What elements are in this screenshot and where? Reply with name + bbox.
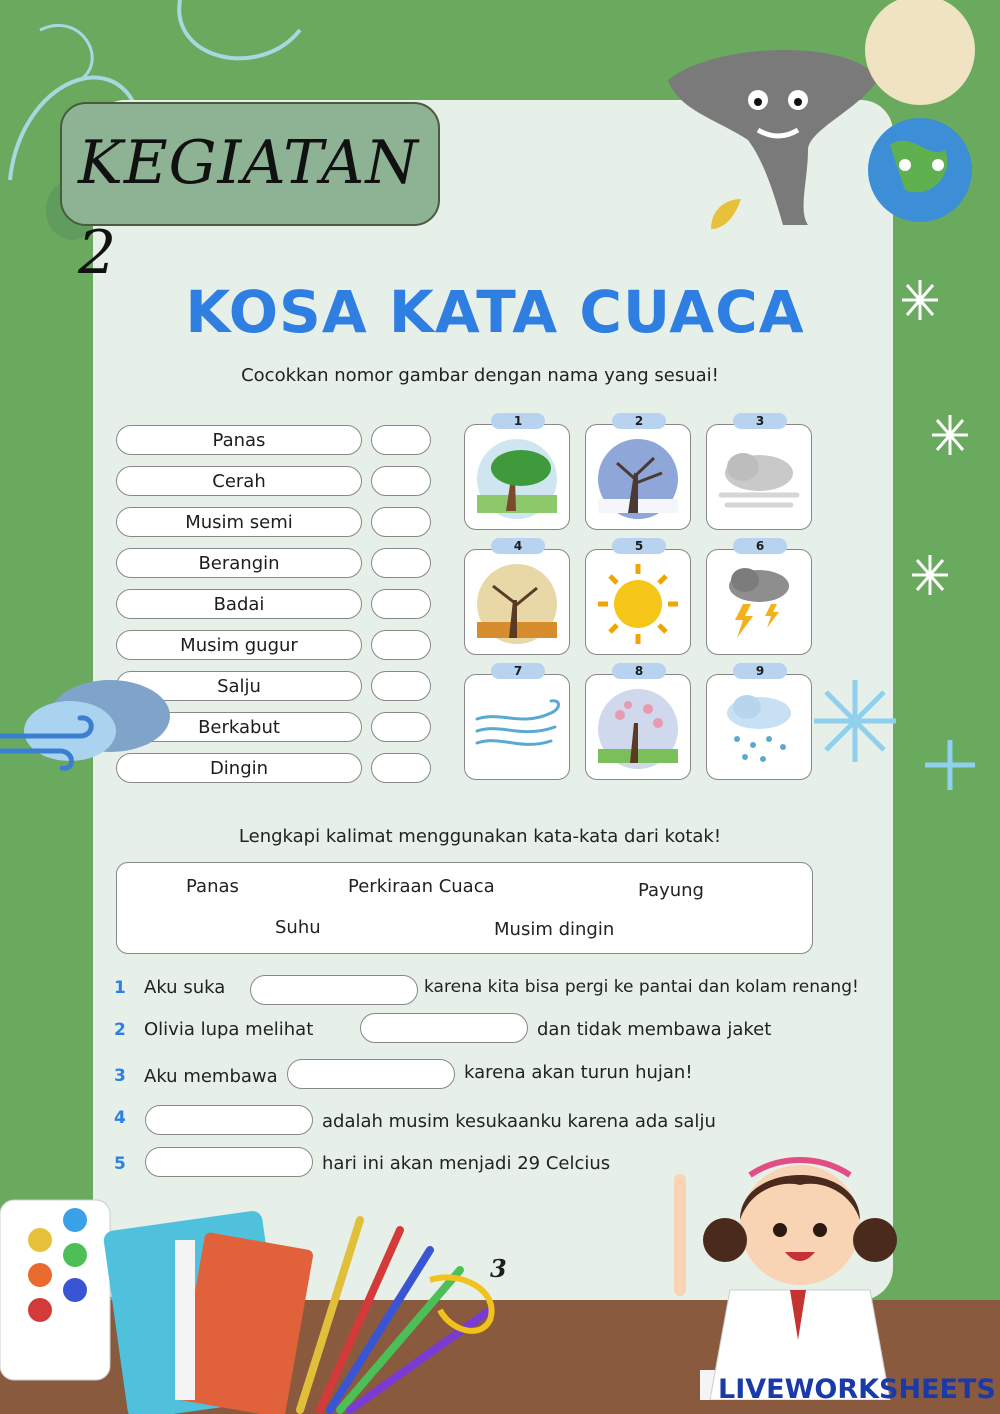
spring-blossom-tree-icon — [592, 683, 684, 775]
picture-number: 5 — [612, 538, 666, 554]
picture-card-5 — [585, 539, 691, 655]
word-bank-item-1: Panas — [186, 876, 239, 897]
picture-card-4 — [464, 539, 570, 655]
page-number: 3 — [490, 1254, 507, 1283]
word-pill-8: Berkabut — [116, 712, 362, 742]
answer-input-1[interactable] — [371, 425, 431, 455]
snowflake-decoration — [900, 270, 1000, 790]
picture-number: 2 — [612, 413, 666, 429]
sun-icon — [592, 558, 684, 650]
snowflake-icon — [810, 676, 900, 766]
picture-number: 3 — [733, 413, 787, 429]
earth-icon — [850, 0, 990, 240]
answer-input-2[interactable] — [371, 466, 431, 496]
wind-icon — [471, 683, 563, 775]
sentence-2-after: dan tidak membawa jaket — [537, 1019, 772, 1040]
picture-card-1 — [464, 414, 570, 530]
leaf-icon — [706, 194, 746, 234]
picture-card-8 — [585, 664, 691, 780]
fill-blank-instruction: Lengkapi kalimat menggunakan kata-kata dari kotak! — [238, 826, 722, 847]
sentence-1-before: Aku suka — [144, 977, 226, 998]
sentence-number-2: 2 — [114, 1020, 126, 1040]
word-pill-4: Berangin — [116, 548, 362, 578]
word-pill-6: Musim gugur — [116, 630, 362, 660]
activity-badge-label: KEGIATAN 2 — [78, 128, 419, 288]
answer-input-6[interactable] — [371, 630, 431, 660]
sentence-4-blank[interactable] — [145, 1105, 313, 1135]
sentence-number-3: 3 — [114, 1066, 126, 1086]
picture-number: 8 — [612, 663, 666, 679]
word-pill-1: Panas — [116, 425, 362, 455]
picture-card-6 — [706, 539, 812, 655]
sentence-2-blank[interactable] — [360, 1013, 528, 1043]
student-girl-illustration — [640, 1140, 930, 1400]
stationery-illustration — [0, 1180, 510, 1414]
sentence-1-after: karena kita bisa pergi ke pantai dan kolam renang! — [424, 977, 859, 997]
sentence-5-after: hari ini akan menjadi 29 Celcius — [322, 1153, 611, 1174]
picture-number: 4 — [491, 538, 545, 554]
winter-tree-icon — [592, 433, 684, 525]
brand-logo: LIVEWORKSHEETS — [718, 1374, 996, 1405]
snow-cloud-icon — [713, 683, 805, 775]
word-pill-2: Cerah — [116, 466, 362, 496]
picture-number: 7 — [491, 663, 545, 679]
sentence-1-blank[interactable] — [250, 975, 418, 1005]
picture-card-7 — [464, 664, 570, 780]
matching-instruction: Cocokkan nomor gambar dengan nama yang sesuai! — [241, 365, 719, 386]
word-pill-3: Musim semi — [116, 507, 362, 537]
picture-card-9 — [706, 664, 812, 780]
sentence-3-blank[interactable] — [287, 1059, 455, 1089]
autumn-tree-icon — [471, 558, 563, 650]
picture-number: 6 — [733, 538, 787, 554]
windy-tree-icon — [471, 433, 563, 525]
sentence-5-blank[interactable] — [145, 1147, 313, 1177]
picture-number: 1 — [491, 413, 545, 429]
picture-number: 9 — [733, 663, 787, 679]
sentence-2-before: Olivia lupa melihat — [144, 1019, 314, 1040]
word-bank-item-3: Payung — [638, 880, 704, 901]
storm-cloud-icon — [713, 558, 805, 650]
sentence-number-5: 5 — [114, 1154, 126, 1174]
picture-card-2 — [585, 414, 691, 530]
sentence-3-before: Aku membawa — [144, 1066, 278, 1087]
answer-input-8[interactable] — [371, 712, 431, 742]
word-pill-9: Dingin — [116, 753, 362, 783]
answer-input-4[interactable] — [371, 548, 431, 578]
word-bank-item-5: Musim dingin — [494, 919, 615, 940]
sentence-number-4: 4 — [114, 1108, 126, 1128]
word-pill-5: Badai — [116, 589, 362, 619]
sentence-4-after: adalah musim kesukaanku karena ada salju — [322, 1111, 716, 1132]
answer-input-7[interactable] — [371, 671, 431, 701]
word-bank-item-2: Perkiraan Cuaca — [348, 876, 495, 897]
word-bank-item-4: Suhu — [275, 917, 321, 938]
sentence-number-1: 1 — [114, 978, 126, 998]
word-pill-7: Salju — [116, 671, 362, 701]
fog-cloud-icon — [713, 433, 805, 525]
picture-card-3 — [706, 414, 812, 530]
page-title: KOSA KATA CUACA — [185, 278, 805, 346]
sentence-3-after: karena akan turun hujan! — [464, 1062, 693, 1083]
answer-input-3[interactable] — [371, 507, 431, 537]
answer-input-9[interactable] — [371, 753, 431, 783]
answer-input-5[interactable] — [371, 589, 431, 619]
wind-cloud-icon — [0, 676, 190, 786]
